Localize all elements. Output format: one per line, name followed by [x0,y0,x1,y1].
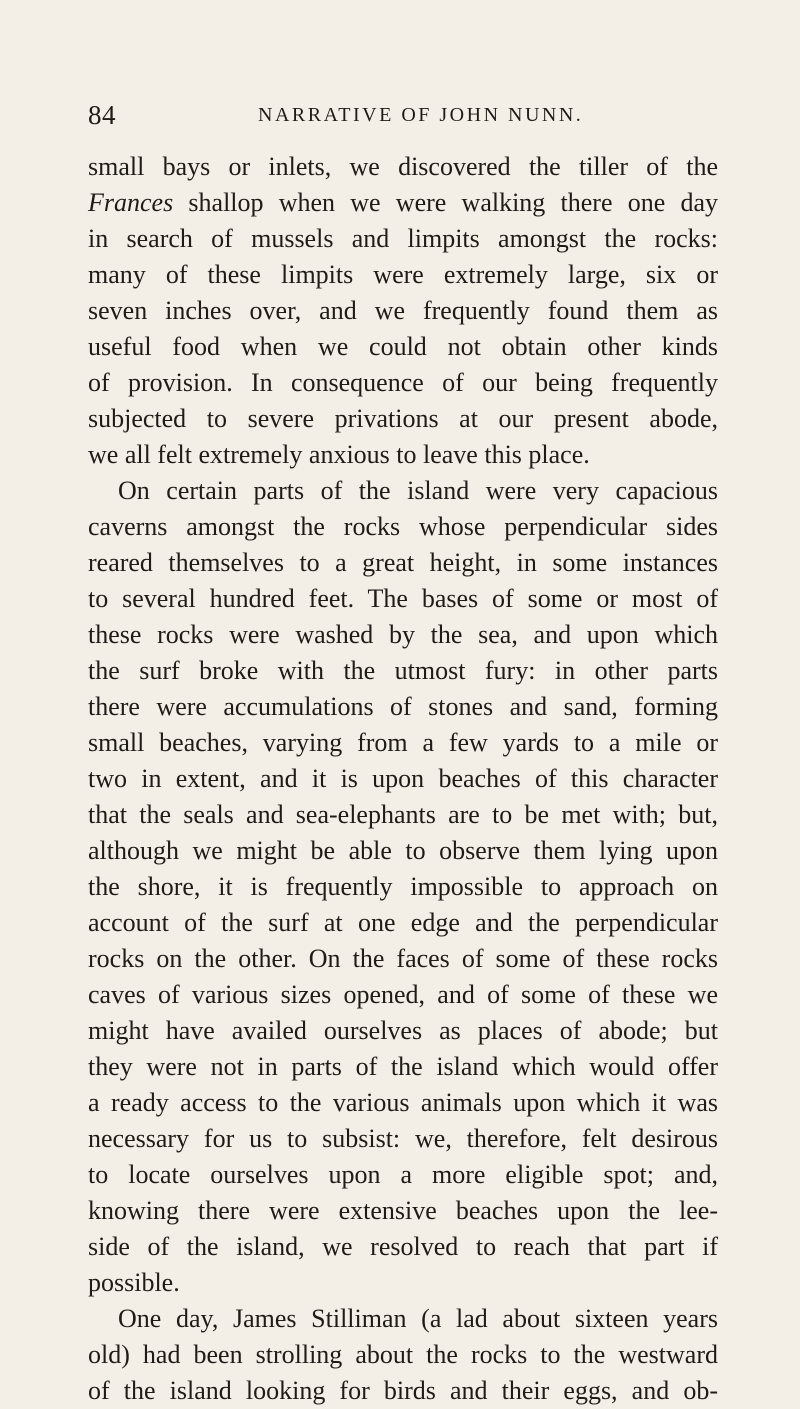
text-line: knowing there were extensive beaches upon the lee- [88,1196,718,1225]
body-text [88,149,718,1409]
text-line: caverns amongst the rocks whose perpendicular sides [88,512,718,541]
text-line: useful food when we could not obtain other kinds [88,332,718,361]
paragraph-start-line: On certain parts of the island were very capacious [118,476,718,505]
text-line: to locate ourselves upon a more eligible spot; and, [88,1160,718,1189]
text-line: necessary for us to subsist: we, therefore, felt desirous [88,1124,718,1153]
paragraph-start-line: One day, James Stilliman (a lad about sixteen years [118,1304,718,1333]
text-line: caves of various sizes opened, and of some of these we [88,980,718,1009]
text-line: although we might be able to observe them lying upon [88,836,718,865]
text-line: possible. [88,1268,180,1297]
text-line: of the island looking for birds and their eggs, and ob- [88,1376,718,1405]
text-line: that the seals and sea-elephants are to be met with; but, [88,800,718,829]
text-line: many of these limpits were extremely large, six or [88,260,718,289]
text-line: two in extent, and it is upon beaches of this character [88,764,718,793]
text-line [88,185,718,221]
text-line: we all felt extremely anxious to leave this place. [88,440,590,469]
text-line: side of the island, we resolved to reach that part if [88,1232,718,1261]
text-line: in search of mussels and limpits amongst the rocks: [88,224,718,253]
page-number: 84 [88,100,116,130]
text-fragment: shallop when we were walking there one day [173,188,718,217]
ship-name: Frances [88,188,174,217]
text-line: small bays or inlets, we discovered the tiller of the [88,152,718,181]
text-line: the surf broke with the utmost fury: in other parts [88,656,718,685]
text-line: small beaches, varying from a few yards to a mile or [88,728,718,757]
text-line: subjected to severe privations at our present abode, [88,404,718,433]
text-line: rocks on the other. On the faces of some of these rocks [88,944,718,973]
running-head: NARRATIVE OF JOHN NUNN. [258,104,584,126]
text-line: the shore, it is frequently impossible to approach on [88,872,718,901]
text-line: there were accumulations of stones and sand, forming [88,692,718,721]
text-line: account of the surf at one edge and the perpendicular [88,908,718,937]
text-line: they were not in parts of the island which would offer [88,1052,718,1081]
text-line: might have availed ourselves as places of abode; but [88,1016,718,1045]
text-line: reared themselves to a great height, in some instances [88,548,718,577]
text-line: seven inches over, and we frequently found them as [88,296,718,325]
text-line: these rocks were washed by the sea, and upon which [88,620,718,649]
page-header [88,100,718,140]
text-line: of provision. In consequence of our being frequently [88,368,718,397]
text-line: old) had been strolling about the rocks to the westward [88,1340,718,1369]
text-line: to several hundred feet. The bases of some or most of [88,584,718,613]
text-line: a ready access to the various animals upon which it was [88,1088,718,1117]
